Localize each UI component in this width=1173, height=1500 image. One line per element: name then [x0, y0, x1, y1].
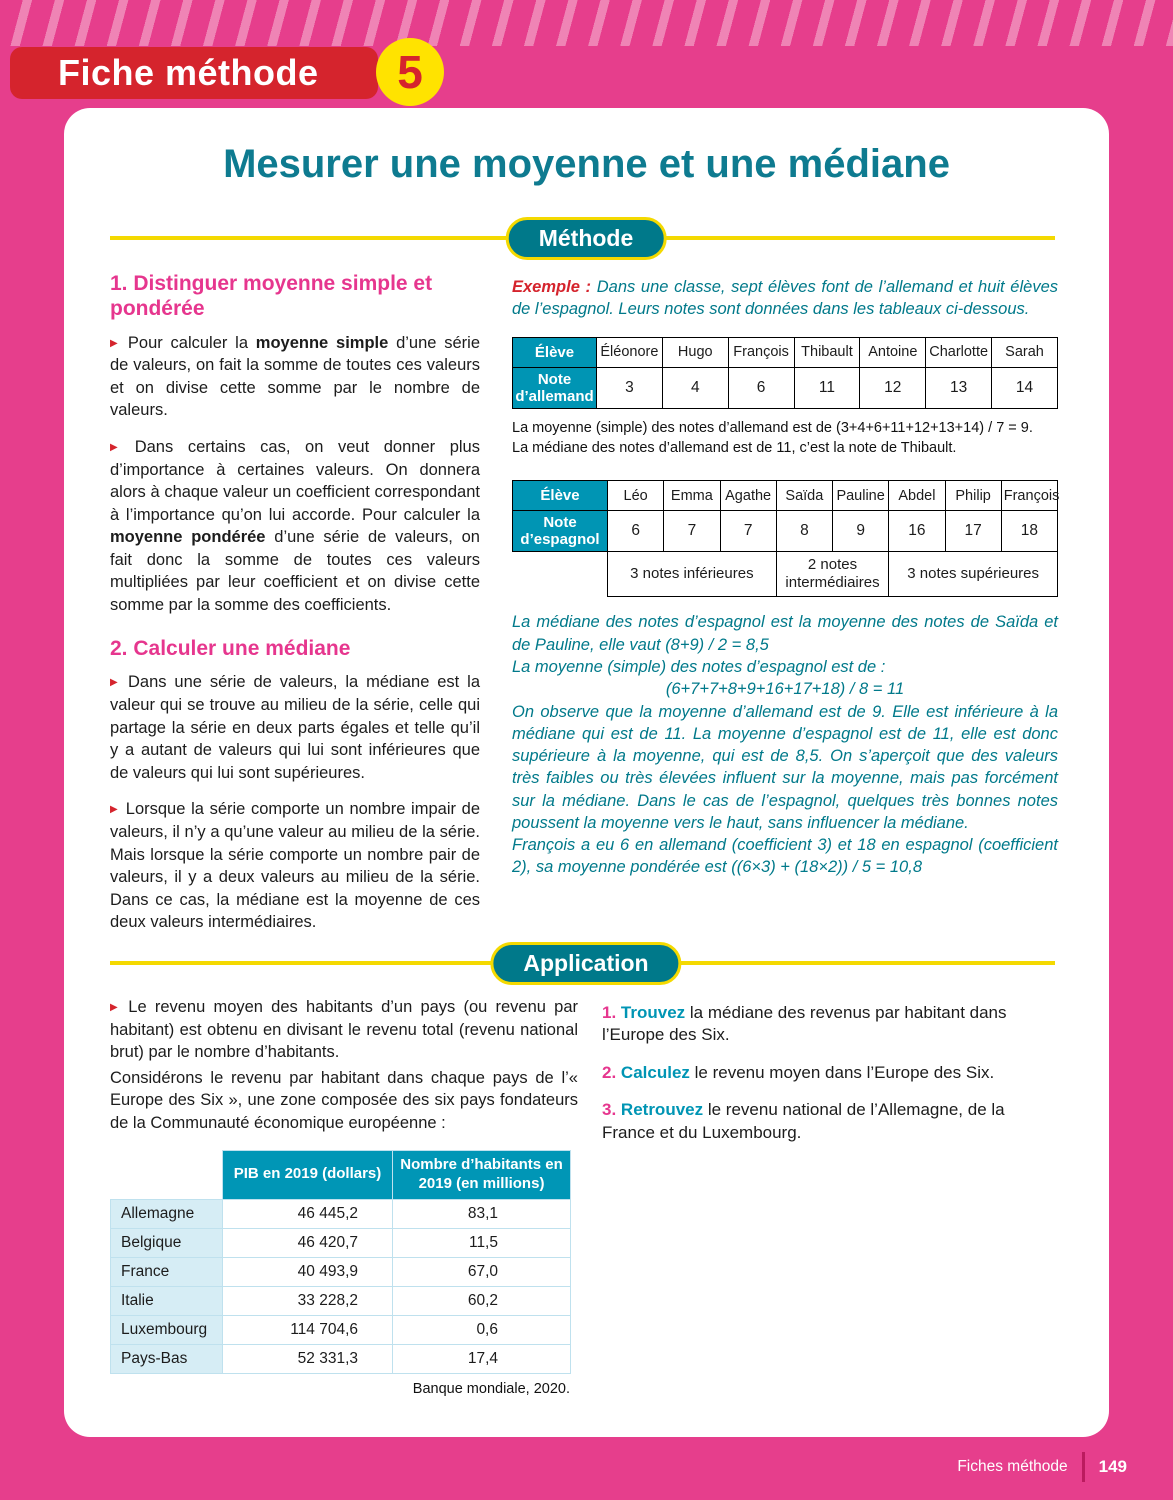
exemple-line	[512, 276, 1058, 321]
student-name-cell: François	[728, 337, 794, 367]
application-badge: Application	[490, 942, 681, 985]
blank-corner-cell	[111, 1151, 223, 1200]
question-verb: Retrouvez	[620, 1100, 704, 1120]
table-row	[513, 481, 1058, 511]
application-left-column	[110, 996, 578, 1138]
question-number: 2.	[602, 1062, 617, 1082]
question-text: le revenu national de l’Allemagne, de la France et du Luxembourg.	[602, 1100, 1005, 1142]
table-row	[513, 367, 1058, 408]
decorative-stripes	[0, 0, 1173, 46]
note-cell: 11	[794, 367, 860, 408]
pib-cell: 46 445,2	[223, 1199, 393, 1228]
note-allemand-header-cell: Note d’allemand	[513, 367, 597, 408]
fiche-methode-banner	[10, 47, 378, 99]
student-name-cell: Saïda	[776, 481, 832, 511]
note-cell: 8	[776, 511, 832, 552]
section1-heading: 1. Distinguer moyenne simple et pondérée	[110, 272, 433, 320]
note-cell: 18	[1001, 511, 1057, 552]
section2-heading: 2. Calculer une médiane	[110, 636, 351, 660]
commentary-line: On observe que la moyenne d’allemand est de 9. Elle est inférieure à la médiane qui est de 11. La moyenne d’espagnol est de 11, elle est donc supérieure à la moyenne, qui est de 8,5. On s’aperçoit que des valeurs très faibles ou très élevées influent sur la moyenne, mais pas forcément sur la médiane. Dans le cas de l’espagnol, quelques très bonnes notes poussent la moyenne vers le haut, sans influencer la médiane.	[512, 702, 1058, 832]
question-3	[602, 1099, 1060, 1144]
commentary-line: François a eu 6 en allemand (coefficient 3) et 18 en espagnol (coefficient 2), sa moyenne pondérée est ((6×3) + (18×2)) / 5 = 10,8	[512, 836, 1058, 877]
paragraph-text: Lorsque la série comporte un nombre impair de valeurs, il n’y a qu’une valeur au milieu de la série. Mais lorsque la série comporte un nombre pair de valeurs, il y a deux valeurs au milieu de la série. Dans ce cas, la médiane est la moyenne de ces deux valeurs intermédiaires.	[110, 800, 480, 932]
student-name-cell: François	[1001, 481, 1057, 511]
note-cell: 3	[597, 367, 663, 408]
student-name-cell: Agathe	[720, 481, 776, 511]
arrow-bullet-icon	[110, 998, 128, 1016]
student-name-cell: Sarah	[992, 337, 1058, 367]
table-row	[111, 1286, 571, 1315]
group-label-cell: 2 notes intermédiaires	[776, 552, 889, 597]
table-notes-allemand	[512, 337, 1058, 409]
pib-cell: 33 228,2	[223, 1286, 393, 1315]
application-intro-2	[110, 1067, 578, 1135]
exemple-label: Exemple :	[512, 278, 592, 296]
table-row	[111, 1315, 571, 1344]
note-cell: 13	[926, 367, 992, 408]
student-name-cell: Éléonore	[597, 337, 663, 367]
country-cell: Belgique	[111, 1228, 223, 1257]
fiche-number: 5	[397, 46, 423, 98]
habitants-cell: 67,0	[393, 1257, 571, 1286]
methode-right-column	[512, 276, 1058, 879]
pib-header-cell: PIB en 2019 (dollars)	[223, 1151, 393, 1200]
note-cell: 6	[728, 367, 794, 408]
question-verb: Calculez	[620, 1062, 690, 1082]
student-name-cell: Léo	[608, 481, 664, 511]
habitants-cell: 60,2	[393, 1286, 571, 1315]
habitants-cell: 11,5	[393, 1228, 571, 1257]
commentary-line: La médiane des notes d’espagnol est la moyenne des notes de Saïda et de Pauline, elle vaut (8+9) / 2 = 8,5	[512, 613, 1058, 654]
table-source: Banque mondiale, 2020.	[412, 1380, 570, 1397]
section1-paragraph-1	[110, 332, 480, 422]
table-row	[111, 1228, 571, 1257]
allemand-mean-line: La moyenne (simple) des notes d’allemand est de (3+4+6+11+12+13+14) / 7 = 9.	[512, 419, 1033, 436]
note-cell: 6	[608, 511, 664, 552]
pib-table	[110, 1150, 571, 1374]
note-cell: 17	[945, 511, 1001, 552]
exemple-text: Dans une classe, sept élèves font de l’allemand et huit élèves de l’espagnol. Leurs notes sont données dans les tableaux ci-dessous.	[512, 278, 1058, 319]
section2-paragraph-2	[110, 798, 480, 934]
country-cell: Allemagne	[111, 1199, 223, 1228]
pib-cell: 114 704,6	[223, 1315, 393, 1344]
fiche-number-badge	[376, 38, 444, 106]
note-cell: 7	[720, 511, 776, 552]
methode-left-column	[110, 272, 480, 948]
application-intro-1	[110, 996, 578, 1064]
methode-badge: Méthode	[506, 217, 667, 260]
pib-cell: 46 420,7	[223, 1228, 393, 1257]
footer-section-label: Fiches méthode	[957, 1458, 1068, 1475]
group-label-cell: 3 notes inférieures	[608, 552, 777, 597]
student-name-cell: Charlotte	[926, 337, 992, 367]
table-row	[111, 1199, 571, 1228]
commentary-formula: (6+7+7+8+9+16+17+18) / 8 = 11	[665, 680, 905, 699]
footer-divider	[1082, 1452, 1085, 1482]
arrow-bullet-icon	[110, 800, 126, 818]
note-cell: 9	[833, 511, 889, 552]
pib-cell: 40 493,9	[223, 1257, 393, 1286]
table-row	[513, 552, 1058, 597]
paragraph-text: Pour calculer la moyenne simple d’une série de valeurs, on fait la somme de toutes ces valeurs et on divise cette somme par le nombre de valeurs.	[110, 333, 480, 420]
note-cell: 12	[860, 367, 926, 408]
paragraph-text: Dans certains cas, on veut donner plus d’importance à certaines valeurs. On donnera alors à chaque valeur un coefficient correspondant à l’importance qu’on lui accorde. Pour calculer la moyenne pondérée d’une série de valeurs, on fait donc la somme de toutes ces valeurs multipliées par leur coefficient et on divise cette somme par la somme des coefficients.	[110, 437, 480, 615]
allemand-median-line: La médiane des notes d’allemand est de 11, c’est la note de Thibault.	[512, 440, 957, 457]
table-notes-espagnol	[512, 480, 1058, 597]
pib-table-wrap	[110, 1150, 570, 1397]
table-row	[513, 337, 1058, 367]
habitants-cell: 83,1	[393, 1199, 571, 1228]
student-name-cell: Pauline	[833, 481, 889, 511]
habitants-header-cell: Nombre d’habitants en 2019 (en millions)	[393, 1151, 571, 1200]
student-name-cell: Hugo	[662, 337, 728, 367]
arrow-bullet-icon	[110, 673, 128, 691]
note-cell: 7	[664, 511, 720, 552]
section2-paragraph-1	[110, 671, 480, 784]
question-2	[602, 1062, 1060, 1084]
student-name-cell: Thibault	[794, 337, 860, 367]
eleve-header-cell: Élève	[513, 481, 608, 511]
application-questions	[602, 1002, 1060, 1159]
table-row	[111, 1257, 571, 1286]
question-text: le revenu moyen dans l’Europe des Six.	[694, 1062, 995, 1082]
country-cell: Luxembourg	[111, 1315, 223, 1344]
page-number: 149	[1098, 1457, 1127, 1476]
eleve-header-cell: Élève	[513, 337, 597, 367]
student-name-cell: Philip	[945, 481, 1001, 511]
group-label-cell: 3 notes supérieures	[889, 552, 1058, 597]
arrow-bullet-icon	[110, 438, 135, 456]
commentary-line: La moyenne (simple) des notes d’espagnol est de :	[512, 658, 886, 676]
section1-paragraph-2	[110, 436, 480, 617]
question-number: 3.	[602, 1100, 617, 1120]
student-name-cell: Antoine	[860, 337, 926, 367]
paragraph-text: Le revenu moyen des habitants d’un pays (ou revenu par habitant) est obtenu en divisant le revenu total (revenu national brut) par le nombre d’habitants.	[110, 998, 578, 1062]
paragraph-text: Dans une série de valeurs, la médiane est la valeur qui se trouve au milieu de la série, celle qui partage la série en deux parts égales et telle qu’il y a autant de valeurs qui lui sont inférieures que de valeurs qui lui sont supérieures.	[110, 673, 480, 782]
habitants-cell: 17,4	[393, 1344, 571, 1373]
question-text: la médiane des revenus par habitant dans l’Europe des Six.	[602, 1003, 1007, 1045]
student-name-cell: Abdel	[889, 481, 945, 511]
country-cell: France	[111, 1257, 223, 1286]
note-cell: 14	[992, 367, 1058, 408]
page-footer	[957, 1452, 1127, 1482]
espagnol-commentary	[512, 611, 1058, 878]
country-cell: Pays-Bas	[111, 1344, 223, 1373]
paragraph-text: Considérons le revenu par habitant dans chaque pays de l’« Europe des Six », une zone composée des six pays fondateurs de la Communauté économique européenne :	[110, 1068, 578, 1132]
pib-cell: 52 331,3	[223, 1344, 393, 1373]
question-verb: Trouvez	[620, 1003, 686, 1022]
note-espagnol-header-cell: Note d’espagnol	[513, 511, 608, 552]
habitants-cell: 0,6	[393, 1315, 571, 1344]
question-number: 1.	[602, 1003, 617, 1022]
note-cell: 4	[662, 367, 728, 408]
page-title: Mesurer une moyenne et une médiane	[223, 142, 950, 186]
table-row	[111, 1344, 571, 1373]
question-1	[602, 1002, 1060, 1047]
allemand-notes-text	[512, 418, 1058, 459]
banner-label: Fiche méthode	[58, 52, 319, 93]
note-cell: 16	[889, 511, 945, 552]
student-name-cell: Emma	[664, 481, 720, 511]
table-header-row	[111, 1151, 571, 1200]
empty-cell	[513, 552, 608, 597]
table-row	[513, 511, 1058, 552]
country-cell: Italie	[111, 1286, 223, 1315]
arrow-bullet-icon	[110, 334, 128, 352]
